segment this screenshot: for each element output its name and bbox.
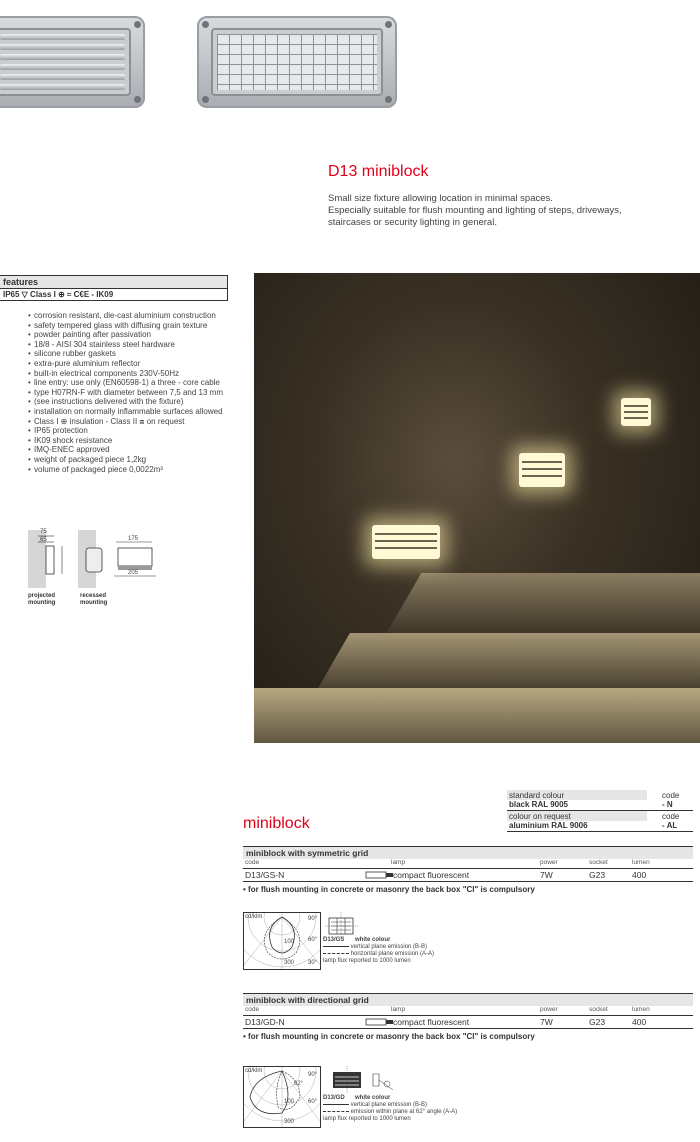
col-lumen: lumen: [632, 1006, 650, 1013]
colour-label: colour on request: [509, 812, 571, 821]
product-row: [243, 869, 693, 882]
feature-item: • safety tempered glass with diffusing grain texture: [28, 321, 238, 331]
mounting-drawing: [28, 528, 168, 588]
col-code: code: [245, 1006, 260, 1013]
angle-label: 90°: [308, 916, 318, 922]
product-lumen: 400: [632, 1017, 647, 1027]
legend-line: vertical plane emission (B-B): [323, 944, 533, 951]
product-power: 7W: [540, 870, 553, 880]
col-socket: socket: [589, 1006, 608, 1013]
feature-item: • 18/8 - AISI 304 stainless steel hardware: [28, 340, 238, 350]
photometry-model: D13/GD: [323, 1095, 345, 1101]
code-label: code: [662, 791, 680, 800]
colour-code: - N: [662, 800, 673, 809]
col-lumen: lumen: [632, 859, 650, 866]
lamp-icon: [365, 871, 395, 879]
col-code: code: [245, 859, 260, 866]
colour-value: aluminium RAL 9006: [509, 821, 588, 830]
feature-item: • powder painting after passivation: [28, 330, 238, 340]
radius-label: 300: [284, 1119, 295, 1125]
column-header-row: [243, 859, 693, 869]
lamp-icon: [365, 1018, 395, 1026]
feature-item: • corrosion resistant, die-cast aluminium construction: [28, 311, 238, 321]
col-power: power: [540, 859, 558, 866]
installation-photo: [254, 273, 700, 743]
fixture-directional-icon: [329, 1066, 399, 1096]
product-title: miniblock with symmetric grid: [243, 846, 693, 859]
product-lamp: compact fluorescent: [393, 870, 470, 880]
product-socket: G23: [589, 1017, 606, 1027]
product-lumen: 400: [632, 870, 647, 880]
label-line: mounting: [80, 600, 108, 606]
page-title: D13 miniblock: [328, 163, 429, 180]
colour-row: [507, 811, 693, 832]
col-power: power: [540, 1006, 558, 1013]
colour-value: black RAL 9005: [509, 800, 568, 809]
photometry-2: [243, 1066, 543, 1126]
description-line: Small size fixture allowing location in minimal spaces.: [328, 193, 553, 204]
louvre-panel: [0, 28, 131, 96]
polar-diagram: [243, 1066, 321, 1128]
feature-item-text: type H07RN-F with diameter between 7,5 and 13 mm: [34, 387, 223, 397]
label-line: mounting: [28, 600, 56, 606]
colour-code: - AL: [662, 821, 678, 830]
radius-label: 300: [284, 960, 295, 966]
photometry-colour: white colour: [355, 937, 391, 943]
photometry-legend: [323, 944, 533, 965]
feature-item-text: (see instructions delivered with the fixture): [34, 397, 184, 407]
description-line: Especially suitable for flush mounting and lighting of steps, driveways,: [328, 205, 622, 216]
dim-65: 65: [40, 537, 47, 543]
photometry-legend: [323, 1102, 543, 1123]
description-line: staircases or security lighting in general.: [328, 217, 497, 228]
dim-175: 175: [128, 536, 139, 542]
feature-item: • IMQ-ENEC approved: [28, 445, 238, 455]
colour-label: standard colour: [509, 791, 565, 800]
label-line: recessed: [80, 593, 107, 599]
feature-item-cont: [28, 388, 238, 398]
angle-label: 60°: [308, 1099, 318, 1105]
col-socket: socket: [589, 859, 608, 866]
product-row: [243, 1016, 693, 1029]
dim-205: 205: [128, 570, 139, 576]
photometry-model: D13/GS: [323, 937, 345, 943]
compulsory-note: • for flush mounting in concrete or masonry the back box "CI" is compulsory: [243, 1032, 535, 1041]
recessed-mounting-label: [80, 593, 107, 607]
feature-item: • IP65 protection: [28, 426, 238, 436]
polar-unit: cd/klm: [245, 914, 263, 920]
family-title: miniblock: [243, 815, 310, 832]
legend-line: horizontal plane emission (A-A): [323, 951, 533, 958]
radius-label: 100: [284, 1099, 295, 1105]
feature-item: • line entry: use only (EN60598-1) a three - core cable: [28, 378, 238, 388]
feature-item-cont: [28, 397, 238, 407]
feature-item: • weight of packaged piece 1,2kg: [28, 455, 238, 465]
legend-line: lamp flux reported to 1000 lumen: [323, 958, 411, 964]
feature-item: • silicone rubber gaskets: [28, 349, 238, 359]
angle-label: 90°: [308, 1072, 318, 1078]
colour-table: [507, 790, 693, 832]
product-lamp: compact fluorescent: [393, 1017, 470, 1027]
col-lamp: lamp: [391, 1006, 406, 1013]
product-code: D13/GD-N: [245, 1017, 285, 1027]
features-heading: features: [0, 276, 227, 289]
features-symbols: IP65 ▽ Class I ⊕ ≈ C€E - IK09: [3, 290, 114, 299]
colour-row: [507, 790, 693, 811]
feature-item: • installation on normally inflammable surfaces allowed: [28, 407, 238, 417]
compulsory-note: • for flush mounting in concrete or masonry the back box "CI" is compulsory: [243, 885, 535, 894]
column-header-row: [243, 1006, 693, 1016]
legend-line: lamp flux reported to 1000 lumen: [323, 1116, 411, 1122]
angle-label: 30°: [308, 960, 318, 966]
product-table-2: [243, 993, 693, 1041]
polar-unit: cd/klm: [245, 1068, 263, 1074]
feature-item: • IK09 shock resistance: [28, 436, 238, 446]
legend-line: emission within plane at 62° angle (A-A): [323, 1109, 543, 1116]
label-line: projected: [28, 593, 56, 599]
legend-line: vertical plane emission (B-B): [323, 1102, 543, 1109]
feature-item: • built-in electrical components 230V-50Hz: [28, 369, 238, 379]
product-power: 7W: [540, 1017, 553, 1027]
polar-diagram: [243, 912, 321, 970]
radius-label: 100: [284, 939, 295, 945]
lit-fixture: [621, 398, 651, 426]
product-table-1: [243, 846, 693, 894]
angle-label: 60°: [308, 937, 318, 943]
photometry-1: [243, 912, 543, 972]
technical-drawings: [28, 528, 168, 618]
lit-fixture: [372, 525, 440, 559]
dim-75: 75: [40, 529, 47, 535]
fixture-front-icon: [325, 912, 361, 940]
product-image-louvred: [0, 16, 145, 108]
feature-item: • Class I ⊕ insulation - Class II ⧈ on request: [28, 417, 238, 427]
grid-panel: [211, 28, 383, 96]
product-socket: G23: [589, 870, 606, 880]
product-title: miniblock with directional grid: [243, 993, 693, 1006]
product-image-grid: [197, 16, 397, 108]
product-code: D13/GS-N: [245, 870, 285, 880]
feature-item: • volume of packaged piece 0,0022m³: [28, 465, 238, 475]
product-description: [328, 193, 658, 229]
features-list: [28, 311, 238, 474]
lit-fixture: [519, 453, 565, 487]
code-label: code: [662, 812, 680, 821]
features-box: [0, 275, 228, 301]
projected-mounting-label: [28, 593, 55, 607]
angle-label: 62°: [294, 1081, 304, 1087]
photometry-colour: white colour: [355, 1095, 391, 1101]
feature-item: • extra-pure aluminium reflector: [28, 359, 238, 369]
col-lamp: lamp: [391, 859, 406, 866]
